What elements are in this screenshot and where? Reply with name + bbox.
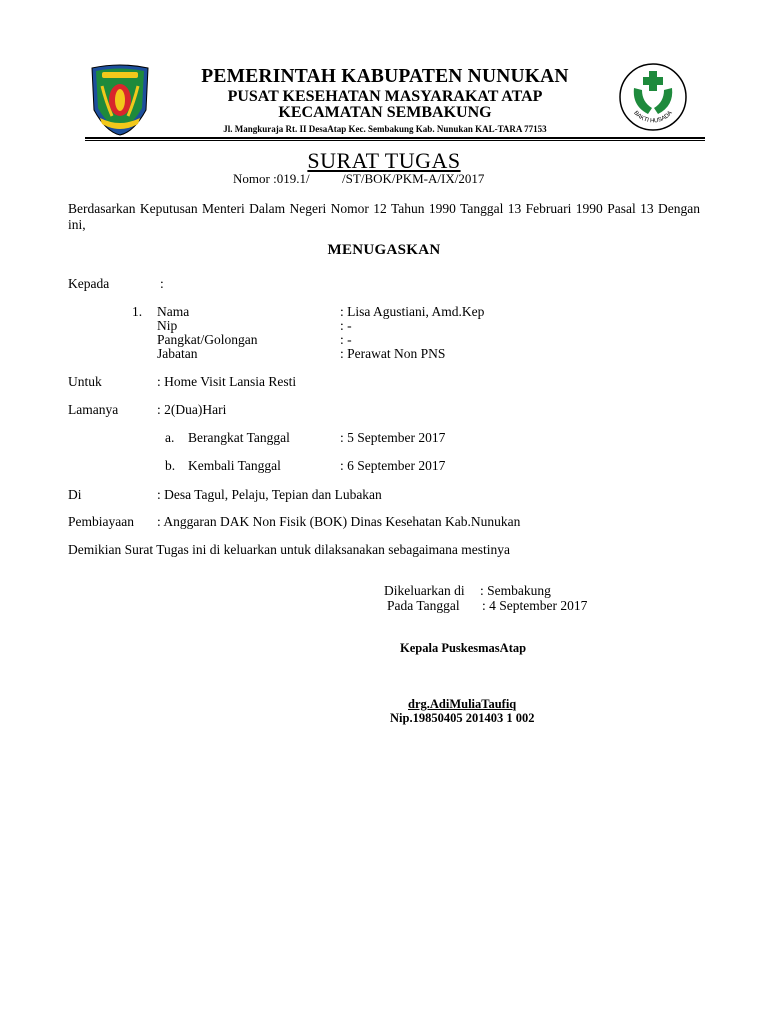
di-label: Di — [68, 487, 82, 502]
issued-at-value: : Sembakung — [480, 583, 551, 598]
letterhead-rule-thick — [85, 137, 705, 139]
lamanya-label: Lamanya — [68, 402, 119, 417]
schedule-value-departure: : 5 September 2017 — [340, 430, 446, 445]
pembiayaan-label: Pembiayaan — [68, 514, 134, 529]
intro-paragraph: Berdasarkan Keputusan Menteri Dalam Negeri Nomor 12 Tahun 1990 Tanggal 13 Februari 1990 Pasal 13 Dengan ini, — [68, 201, 700, 232]
field-label-nama: Nama — [157, 304, 190, 319]
schedule-label-departure: Berangkat Tanggal — [188, 430, 290, 445]
field-label-pangkat: Pangkat/Golongan — [157, 332, 258, 347]
di-value: : Desa Tagul, Pelaju, Tepian dan Lubakan — [157, 487, 382, 502]
document-number: Nomor :019.1/ /ST/BOK/PKM-A/IX/2017 — [233, 171, 485, 186]
letterhead-district: KECAMATAN SEMBAKUNG — [278, 104, 492, 121]
field-value-nama: : Lisa Agustiani, Amd.Kep — [340, 304, 485, 319]
signatory-position: Kepala PuskesmasAtap — [400, 641, 527, 655]
field-label-jabatan: Jabatan — [157, 346, 198, 361]
issue-date-value: : 4 September 2017 — [482, 598, 588, 613]
pembiayaan-value: : Anggaran DAK Non Fisik (BOK) Dinas Kesehatan Kab.Nunukan — [157, 514, 521, 529]
field-value-nip: : - — [340, 318, 352, 333]
schedule-marker-b: b. — [165, 458, 176, 473]
issued-at-label: Dikeluarkan di — [384, 583, 465, 598]
letterhead-government: PEMERINTAH KABUPATEN NUNUKAN — [201, 66, 569, 87]
untuk-value: : Home Visit Lansia Resti — [157, 374, 297, 389]
signatory-nip: Nip.19850405 201403 1 002 — [390, 711, 535, 725]
field-value-jabatan: : Perawat Non PNS — [340, 346, 446, 361]
svg-text:BAKTI HUSADA: BAKTI HUSADA — [632, 110, 674, 125]
document-title: SURAT TUGAS — [307, 148, 461, 173]
signatory-name: drg.AdiMuliaTaufiq — [408, 697, 517, 711]
kepada-value: : — [160, 276, 164, 291]
closing-statement: Demikian Surat Tugas ini di keluarkan untuk dilaksanakan sebagaimana mestinya — [68, 542, 511, 557]
issue-date-label: Pada Tanggal — [387, 598, 460, 613]
letterhead-rule-thin — [85, 140, 705, 141]
bakti-husada-logo — [618, 62, 688, 132]
letterhead-address: Jl. Mangkuraja Rt. II DesaAtap Kec. Sembakung Kab. Nunukan KAL-TARA 77153 — [223, 124, 547, 134]
untuk-label: Untuk — [68, 374, 102, 389]
letterhead-institution: PUSAT KESEHATAN MASYARAKAT ATAP — [227, 88, 543, 105]
schedule-label-return: Kembali Tanggal — [188, 458, 281, 473]
person-number: 1. — [132, 304, 143, 319]
schedule-value-return: : 6 September 2017 — [340, 458, 446, 473]
lamanya-value: : 2(Dua)Hari — [157, 402, 227, 417]
kepada-label: Kepada — [68, 276, 110, 291]
field-label-nip: Nip — [157, 318, 178, 333]
section-heading: MENUGASKAN — [327, 242, 441, 258]
field-value-pangkat: : - — [340, 332, 352, 347]
schedule-marker-a: a. — [165, 430, 175, 445]
regency-emblem-logo — [88, 62, 152, 136]
